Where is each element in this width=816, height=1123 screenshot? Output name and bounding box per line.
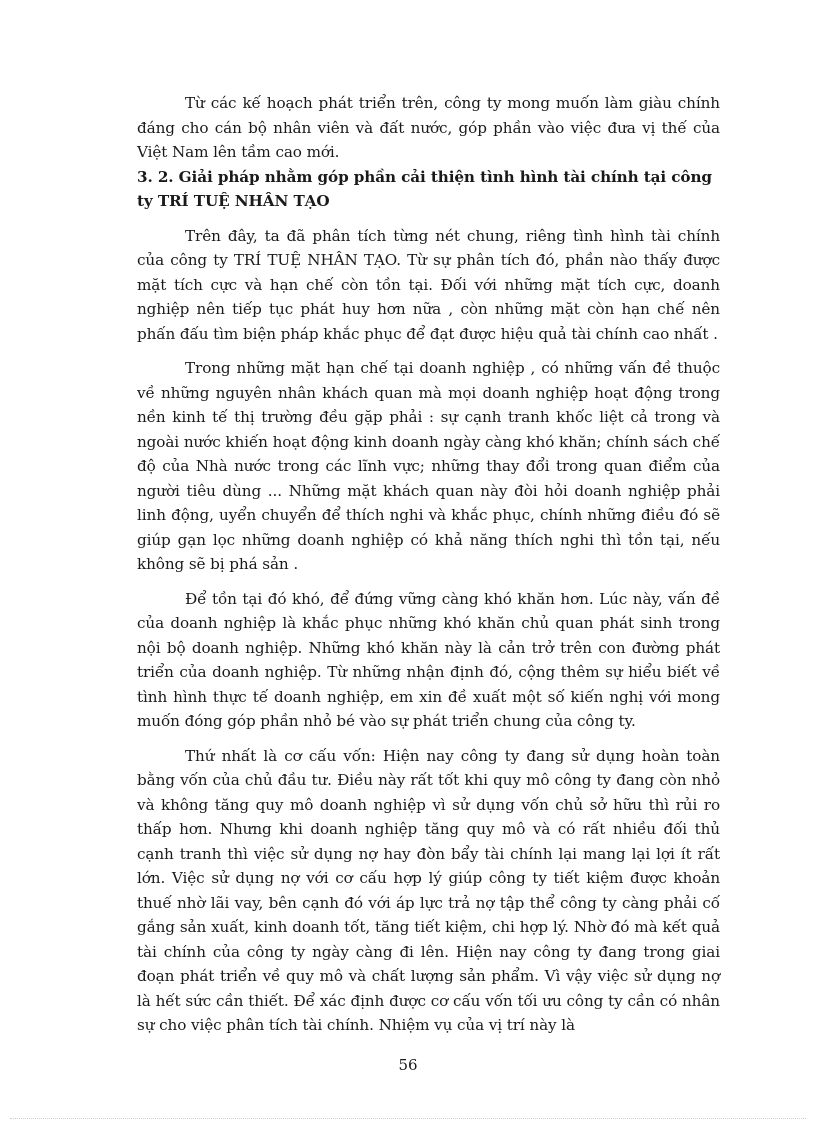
paragraph-3: Để tồn tại đó khó, để đứng vững càng khó khăn hơn. Lúc này, vấn đề của doanh nghiệp là khắc phục những khó khăn chủ quan phát sinh trong nội bộ doanh nghiệp. Những khó khăn này là cản trở trên con đường phát triển của doanh nghiệp. Từ những nhận định đó, cộng thêm sự hiểu biết về tình hình thực tế doanh nghiệp, em xin đề xuất một số kiến nghị với mong muốn đóng góp phần nhỏ bé vào sự phát triển chung của công ty. [137,589,720,730]
paragraph-2: Trong những mặt hạn chế tại doanh nghiệp , có những vấn đề thuộc về những nguyên nhân khách quan mà mọi doanh nghiệp hoạt động trong nền kinh tế thị trường đều gặp phải : sự cạnh tranh khốc liệt cả trong và ngoài nước khiến hoạt động kinh doanh ngày càng khó khăn; chính sách chế độ của Nhà nước trong các lĩnh vực; những thay đổi trong quan điểm của người tiêu dùng ... Những mặt khách quan này đòi hỏi doanh nghiệp phải linh động, uyển chuyển để thích nghi và khắc phục, chính những điều đó sẽ giúp gạn lọc những doanh nghiệp có khả năng thích nghi thì tồn tại, nếu không sẽ bị phá sản . [137,359,720,573]
paragraph-1: Trên đây, ta đã phân tích từng nét chung, riêng tình hình tài chính của công ty TRÍ TUỆ NHÂN TẠO. Từ sự phân tích đó, phần nào thấy được mặt tích cực và hạn chế còn tồn tại. Đối với những mặt tích cực, doanh nghiệp nên tiếp tục phát huy hơn nữa , còn những mặt còn hạn chế nên phấn đấu tìm biện pháp khắc phục để đạt được hiệu quả tài chính cao nhất . [137,226,720,343]
footer-divider [10,1118,806,1119]
section-heading: 3. 2. Giải pháp nhằm góp phần cải thiện tình hình tài chính tại công ty TRÍ TUỆ NHÂN TẠO [137,167,712,210]
paragraph-intro: Từ các kế hoạch phát triển trên, công ty mong muốn làm giàu chính đáng cho cán bộ nhân viên và đất nước, góp phần vào việc đưa vị thế của Việt Nam lên tầm cao mới. [137,94,720,161]
page-number: 56 [398,1056,418,1074]
document-body [137,91,720,1038]
paragraph-4: Thứ nhất là cơ cấu vốn: Hiện nay công ty đang sử dụng hoàn toàn bằng vốn của chủ đầu tư. Điều này rất tốt khi quy mô công ty đang còn nhỏ và không tăng quy mô doanh nghiệp vì sử dụng vốn chủ sở hữu thì rủi ro thấp hơn. Nhưng khi doanh nghiệp tăng quy mô và có rất nhiều đối thủ cạnh tranh thì việc sử dụng nợ hay đòn bẩy tài chính lại mang lại lợi ít rất lớn. Việc sử dụng nợ với cơ cấu hợp lý giúp công ty tiết kiệm được khoản thuế nhờ lãi vay, bên cạnh đó với áp lực trả nợ tập thể công ty càng phải cố gắng sản xuất, kinh doanh tốt, tăng tiết kiệm, chi hợp lý. Nhờ đó mà kết quả tài chính của công ty ngày càng đi lên. Hiện nay công ty đang trong giai đoạn phát triển về quy mô và chất lượng sản phẩm. Vì vậy việc sử dụng nợ là hết sức cần thiết. Để xác định được cơ cấu vốn tối ưu công ty cần có nhân sự cho việc phân tích tài chính. Nhiệm vụ của vị trí này là [137,746,720,1034]
